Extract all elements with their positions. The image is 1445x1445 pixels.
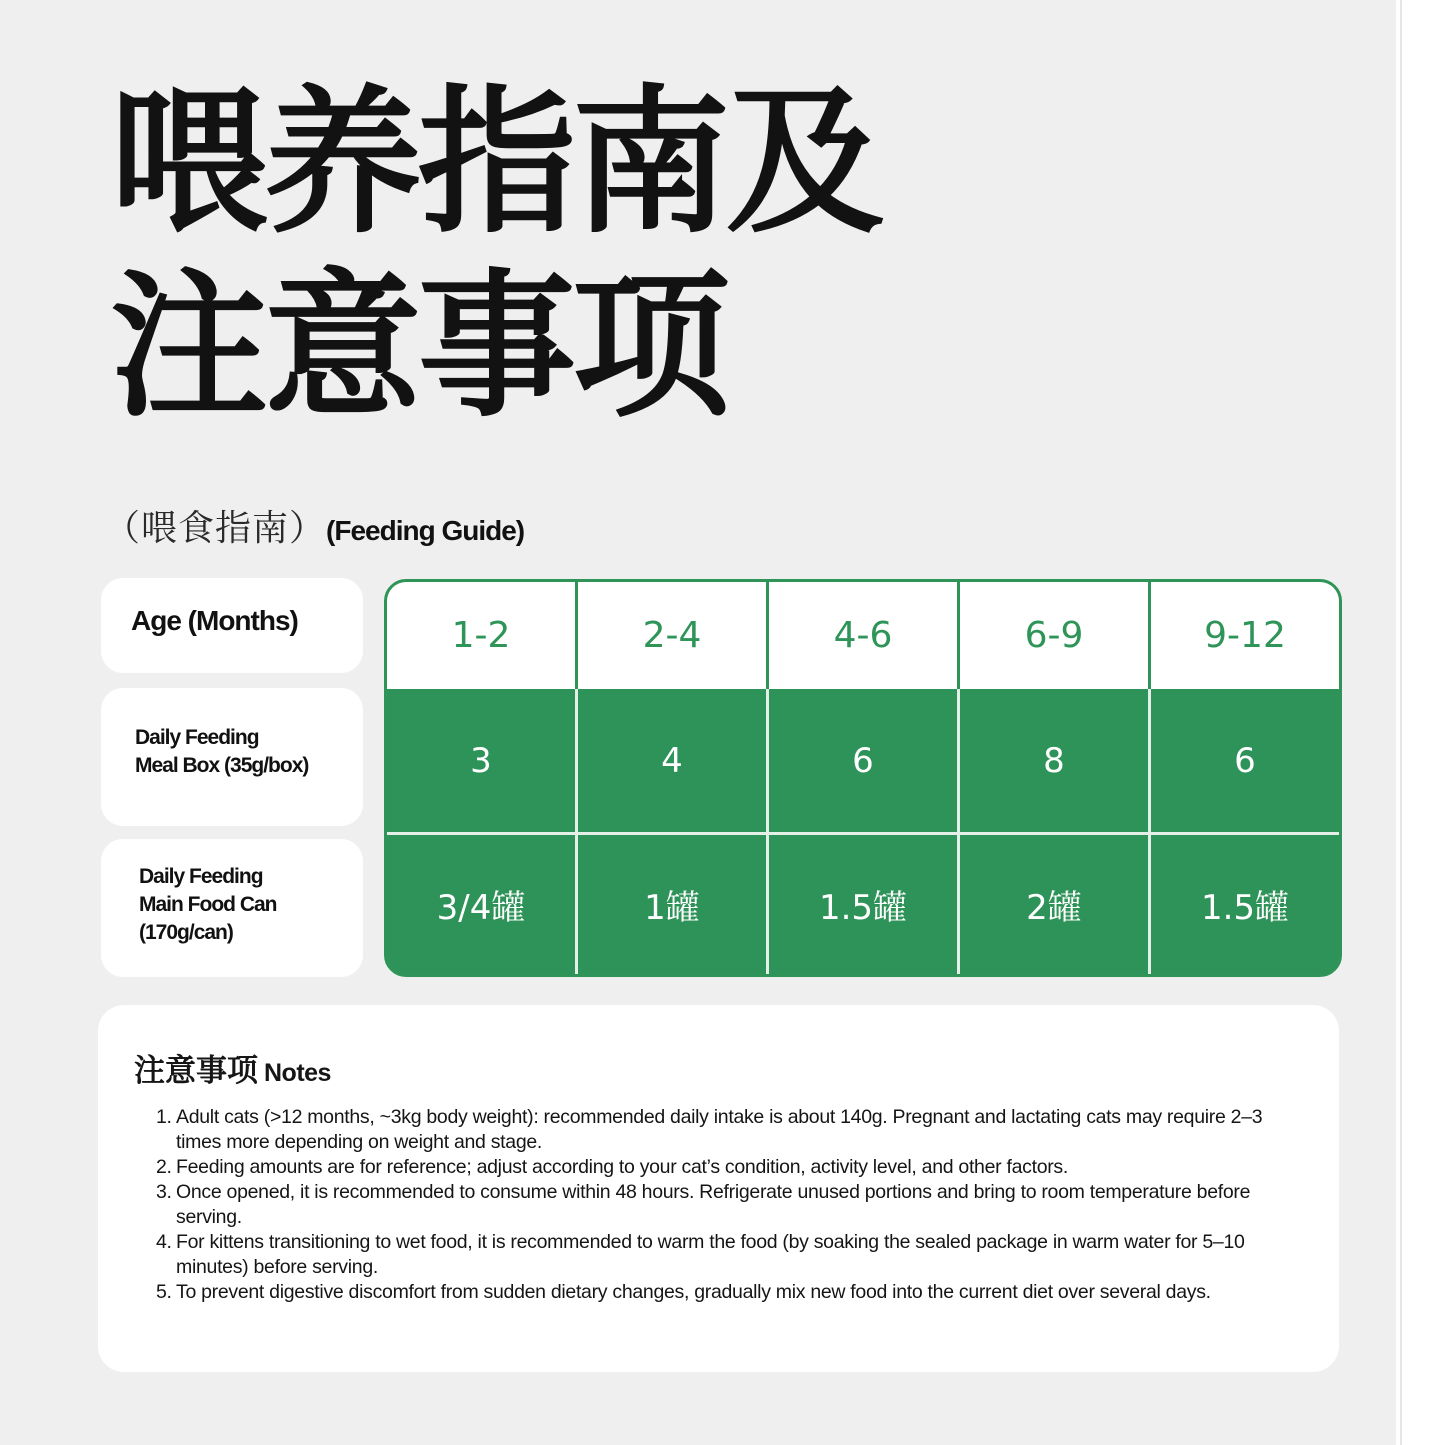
- list-item: [156, 1180, 1296, 1230]
- row-label-main-can-line-3: (170g/can): [139, 921, 233, 944]
- list-item: [156, 1105, 1296, 1155]
- row-label-age: Age (Months): [131, 605, 298, 636]
- notes-title-en: Notes: [264, 1059, 331, 1087]
- list-item-number: 1.: [156, 1106, 172, 1128]
- right-edge-strip: [1396, 0, 1445, 1445]
- table-row-meal-box: [387, 689, 1339, 832]
- meal-box-cell: 8: [957, 689, 1148, 832]
- meal-box-cell: 6: [1148, 689, 1339, 832]
- feeding-guide-heading-zh: （喂食指南）: [104, 508, 327, 549]
- edge-line: [1400, 0, 1402, 1445]
- feeding-guide-heading: [104, 500, 524, 551]
- list-item: [156, 1280, 1296, 1305]
- main-can-cell: 1.5罐: [1148, 835, 1339, 974]
- age-cell: 6-9: [957, 582, 1148, 689]
- notes-title-zh: 注意事项: [134, 1053, 258, 1089]
- row-label-meal-box-line-1: Daily Feeding: [135, 726, 259, 749]
- meal-box-cell: 6: [766, 689, 957, 832]
- row-label-card-age: [101, 578, 363, 673]
- list-item-number: 3.: [156, 1181, 172, 1203]
- main-can-cell: 3/4罐: [436, 888, 526, 928]
- row-label-main-can: [139, 863, 277, 947]
- list-item-text: Feeding amounts are for reference; adjust according to your cat’s condition, activity level, and other factors.: [176, 1156, 1068, 1178]
- main-can-cell: 1.5罐: [766, 835, 957, 974]
- page-title-line-1: 喂养指南及: [110, 71, 880, 255]
- list-item-text: Once opened, it is recommended to consume within 48 hours. Refrigerate unused portions and bring to room temperature before serving.: [176, 1181, 1251, 1228]
- row-label-meal-box-line-2: Meal Box (35g/box): [135, 754, 309, 777]
- notes-card: [98, 1005, 1339, 1372]
- list-item-number: 2.: [156, 1156, 172, 1178]
- list-item: [156, 1155, 1296, 1180]
- list-item-number: 5.: [156, 1281, 172, 1303]
- age-cell: 4-6: [766, 582, 957, 689]
- meal-box-cell: 3: [470, 740, 492, 781]
- feeding-table: [384, 579, 1342, 977]
- list-item-text: To prevent digestive discomfort from sudden dietary changes, gradually mix new food into the current diet over several days.: [176, 1281, 1211, 1303]
- feeding-guide-heading-en: (Feeding Guide): [326, 515, 525, 546]
- row-label-card-meal-box: [101, 688, 363, 826]
- notes-list: [156, 1105, 1296, 1305]
- meal-box-cell: 4: [575, 689, 766, 832]
- age-cell: 9-12: [1148, 582, 1339, 689]
- list-item-number: 4.: [156, 1231, 172, 1253]
- main-can-cell: 1罐: [575, 835, 766, 974]
- row-label-main-can-line-2: Main Food Can: [139, 893, 277, 916]
- page-title-line-2: 注意事项: [110, 255, 726, 439]
- main-can-cell: 2罐: [957, 835, 1148, 974]
- age-cell: 1-2: [451, 615, 511, 656]
- row-label-card-main-can: [101, 839, 363, 977]
- notes-title: [134, 1045, 331, 1090]
- row-label-meal-box: [135, 724, 308, 780]
- table-row-age: [387, 582, 1339, 689]
- row-label-main-can-line-1: Daily Feeding: [139, 865, 263, 888]
- age-cell: 2-4: [575, 582, 766, 689]
- list-item-text: For kittens transitioning to wet food, it is recommended to warm the food (by soaking the sealed package in warm water for 5–10 minutes) before serving.: [176, 1231, 1245, 1278]
- list-item: [156, 1230, 1296, 1280]
- list-item-text: Adult cats (>12 months, ~3kg body weight): recommended daily intake is about 140g. Pregnant and lactating cats may require 2–3 times more depending on weight and stage.: [176, 1106, 1263, 1153]
- table-row-main-can: [387, 832, 1339, 974]
